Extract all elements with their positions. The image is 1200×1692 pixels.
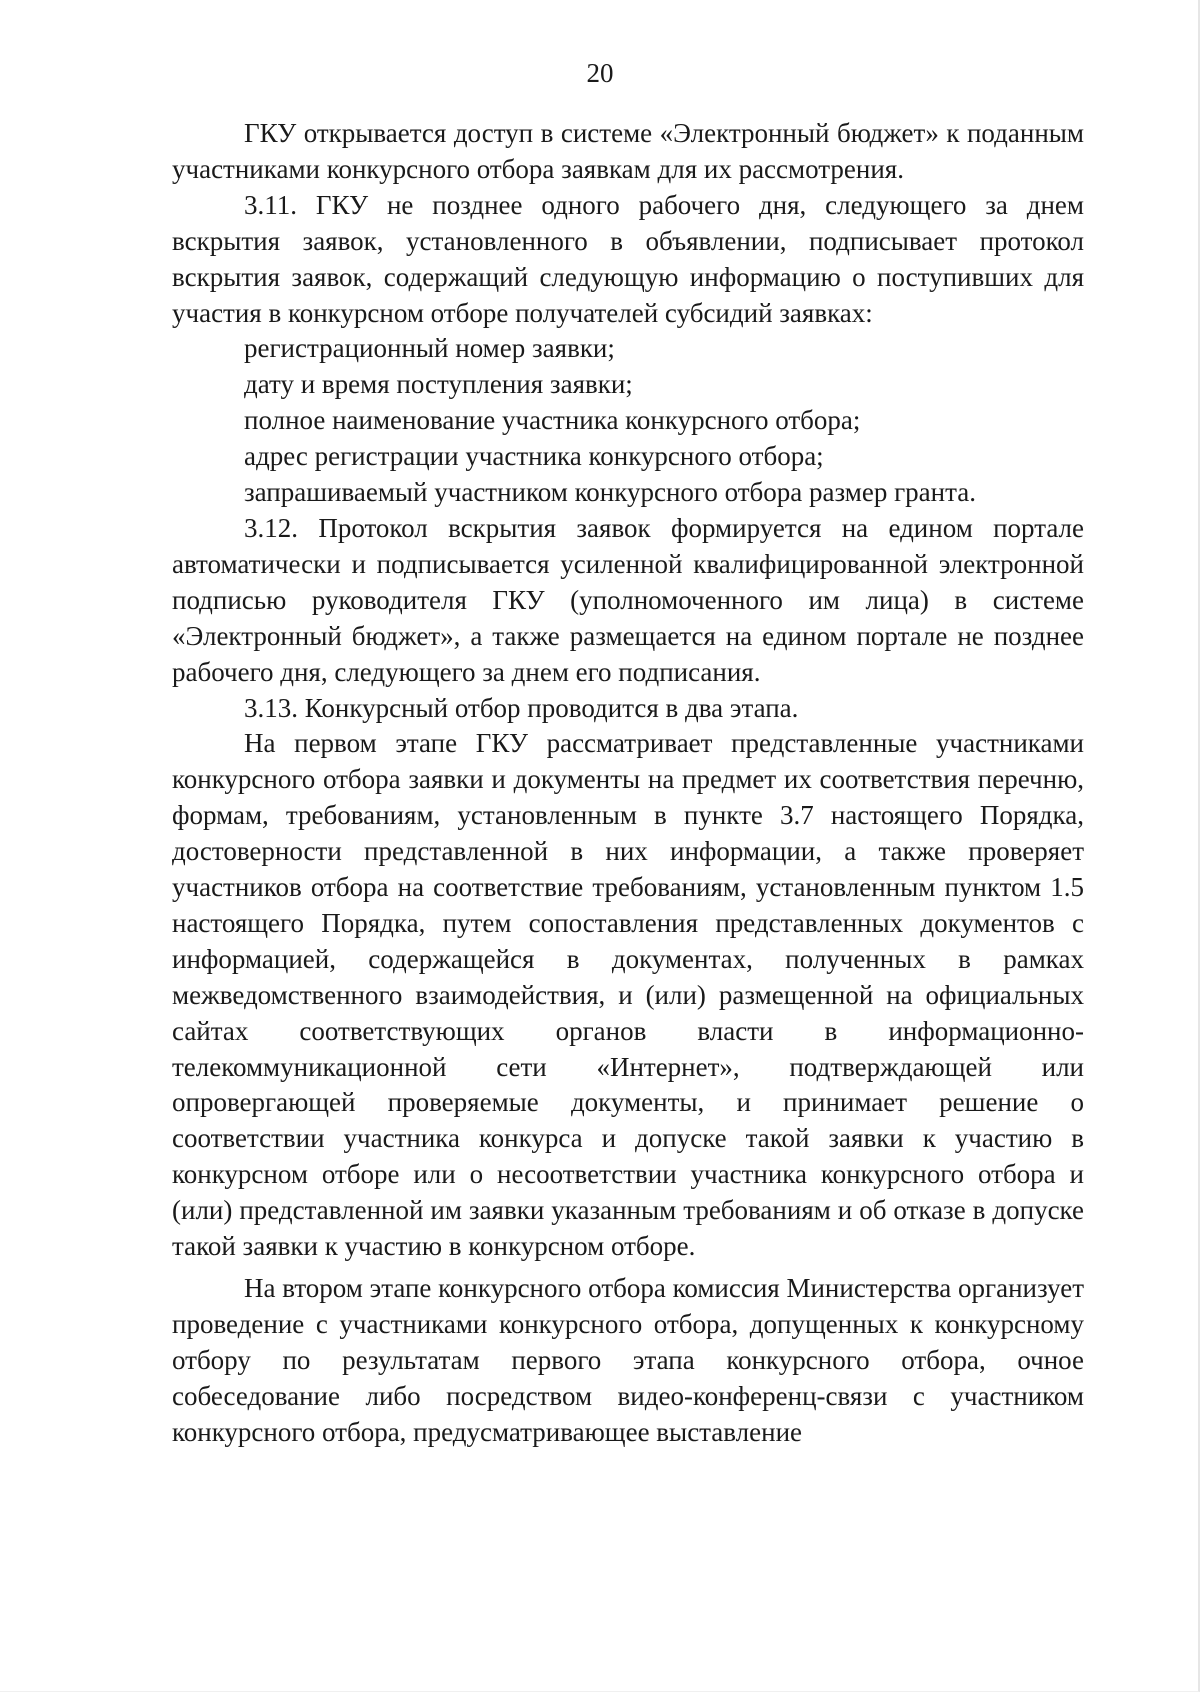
paragraph-3-11: 3.11. ГКУ не позднее одного рабочего дня, следующего за днем вскрытия заявок, установленного в объявлении, подписывает протокол вскрытия заявок, содержащий следующую информацию о поступивших для участия в конкурсном отборе получателей субсидий заявках: bbox=[172, 189, 1084, 328]
paragraph-3-12: 3.12. Протокол вскрытия заявок формируется на едином портале автоматически и подписывается усиленной квалифицированной электронной подписью руководителя ГКУ (уполномоченного им лица) в системе «Электронный бюджет», а также размещается на едином портале не позднее рабочего дня, следующего за днем его подписания. bbox=[172, 512, 1084, 687]
document-body bbox=[172, 116, 1084, 1451]
list-item-grant-size: запрашиваемый участником конкурсного отбора размер гранта. bbox=[244, 477, 976, 508]
list-item-registration-number: регистрационный номер заявки; bbox=[244, 333, 615, 364]
paragraph-first-stage: На первом этапе ГКУ рассматривает представленные участниками конкурсного отбора заявки и документы на предмет их соответствия перечню, формам, требованиям, установленным в пункте 3.7 настоящего Порядка, достоверности представленной в них информации, а также проверяет участников отбора на соответствие требованиям, установленным пунктом 1.5 настоящего Порядка, путем сопоставления представленных документов с информацией, содержащейся в документах, полученных в рамках межведомственного взаимодействия, и (или) размещенной на официальных сайтах соответствующих органов власти в информационно-телекоммуникационной сети «Интернет», подтверждающей или опровергающей проверяемые документы, и принимает решение о соответствии участника конкурса и допуске такой заявки к участию в конкурсном отборе или о несоответствии участника конкурсного отбора и (или) представленной им заявки указанным требованиям и об отказе в допуске такой заявки к участию в конкурсном отборе. bbox=[172, 728, 1084, 1262]
paragraph-3-13: 3.13. Конкурсный отбор проводится в два этапа. bbox=[244, 692, 799, 723]
paragraph-second-stage: На втором этапе конкурсного отбора комиссия Министерства организует проведение с участниками конкурсного отбора, допущенных к конкурсному отбору по результатам первого этапа конкурсного отбора, очное собеседование либо посредством видео-конференц-связи с участником конкурсного отбора, предусматривающее выставление bbox=[172, 1273, 1084, 1447]
list-item-date-time: дату и время поступления заявки; bbox=[244, 369, 633, 400]
list-item-address: адрес регистрации участника конкурсного отбора; bbox=[244, 441, 824, 472]
list-item-full-name: полное наименование участника конкурсного отбора; bbox=[244, 405, 861, 436]
paragraph-gku-access: ГКУ открывается доступ в системе «Электронный бюджет» к поданным участниками конкурсного отбора заявкам для их рассмотрения. bbox=[172, 118, 1084, 184]
page-number: 20 bbox=[586, 58, 614, 88]
